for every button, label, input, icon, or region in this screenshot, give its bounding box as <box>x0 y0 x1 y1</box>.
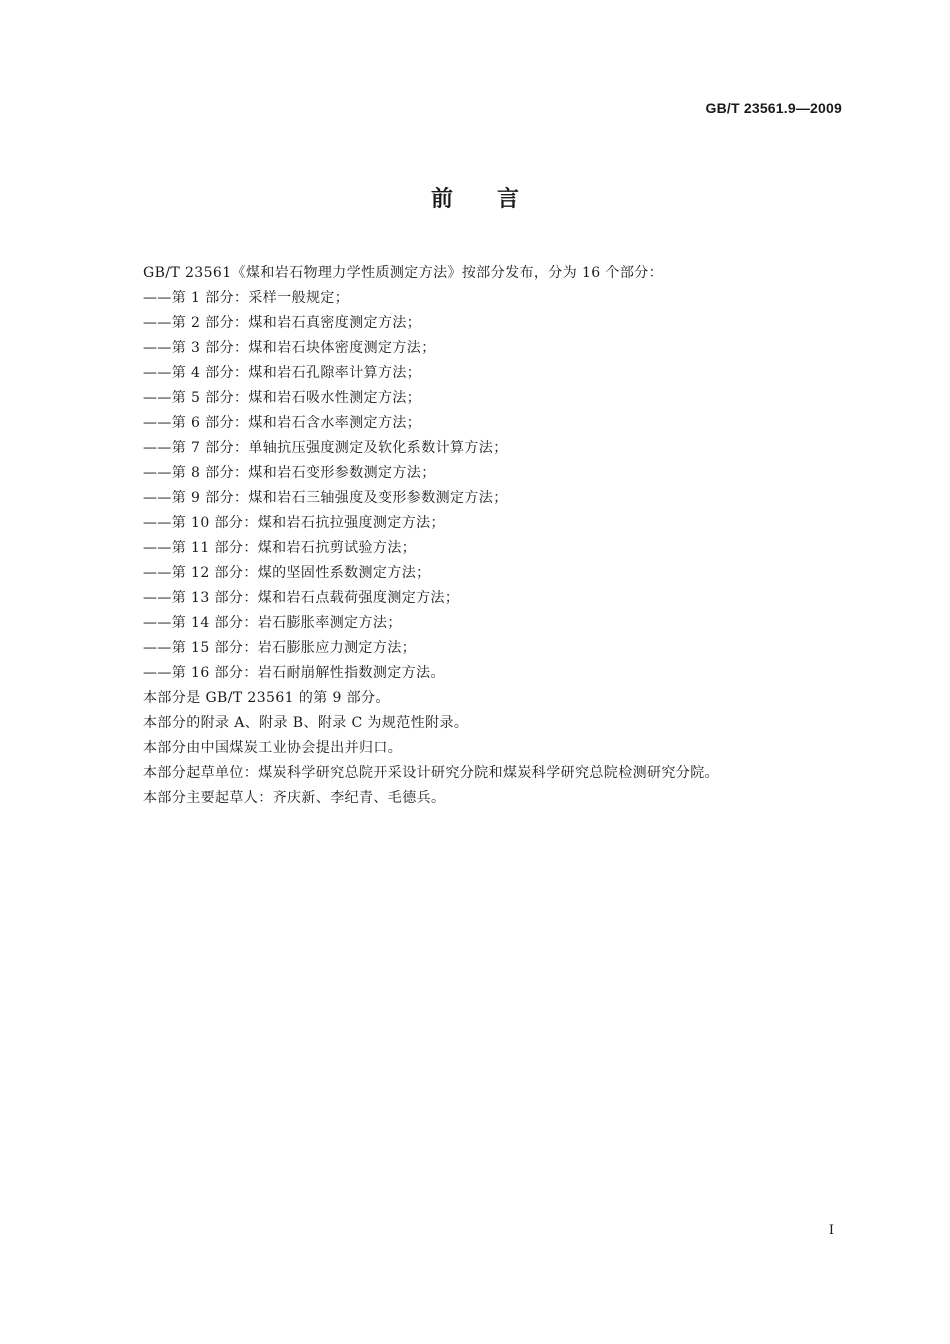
list-item: ——第 10 部分：煤和岩石抗拉强度测定方法； <box>143 515 445 531</box>
statement-list <box>143 686 843 811</box>
list-item: ——第 15 部分：岩石膨胀应力测定方法； <box>143 640 417 656</box>
list-item: ——第 13 部分：煤和岩石点载荷强度测定方法； <box>143 590 460 606</box>
list-item: ——第 16 部分：岩石耐崩解性指数测定方法。 <box>143 665 445 681</box>
statement-paragraph: 本部分由中国煤炭工业协会提出并归口。 <box>143 740 403 756</box>
list-item: ——第 2 部分：煤和岩石真密度测定方法； <box>143 315 422 331</box>
list-item: ——第 14 部分：岩石膨胀率测定方法； <box>143 615 402 631</box>
statement-paragraph: 本部分是 GB/T 23561 的第 9 部分。 <box>143 690 390 706</box>
foreword-content <box>143 261 843 811</box>
list-item: ——第 9 部分：煤和岩石三轴强度及变形参数测定方法； <box>143 490 508 506</box>
list-item: ——第 8 部分：煤和岩石变形参数测定方法； <box>143 465 436 481</box>
list-item: ——第 7 部分：单轴抗压强度测定及软化系数计算方法； <box>143 440 508 456</box>
list-item: ——第 6 部分：煤和岩石含水率测定方法； <box>143 415 422 431</box>
statement-paragraph: 本部分主要起草人：齐庆新、李纪青、毛德兵。 <box>143 790 446 806</box>
list-item: ——第 3 部分：煤和岩石块体密度测定方法； <box>143 340 436 356</box>
list-item: ——第 5 部分：煤和岩石吸水性测定方法； <box>143 390 422 406</box>
part-list <box>143 286 843 686</box>
page-title: 前 言 <box>430 187 519 212</box>
list-item: ——第 1 部分：采样一般规定； <box>143 290 350 306</box>
intro-paragraph: GB/T 23561《煤和岩石物理力学性质测定方法》按部分发布，分为 16 个部分： <box>143 265 664 281</box>
list-item: ——第 4 部分：煤和岩石孔隙率计算方法； <box>143 365 422 381</box>
statement-paragraph: 本部分起草单位：煤炭科学研究总院开采设计研究分院和煤炭科学研究总院检测研究分院。 <box>143 765 719 781</box>
list-item: ——第 11 部分：煤和岩石抗剪试验方法； <box>143 540 417 556</box>
list-item: ——第 12 部分：煤的坚固性系数测定方法； <box>143 565 431 581</box>
page-number: I <box>828 1223 834 1238</box>
statement-paragraph: 本部分的附录 A、附录 B、附录 C 为规范性附录。 <box>143 715 469 731</box>
standard-number: GB/T 23561.9—2009 <box>705 100 842 116</box>
